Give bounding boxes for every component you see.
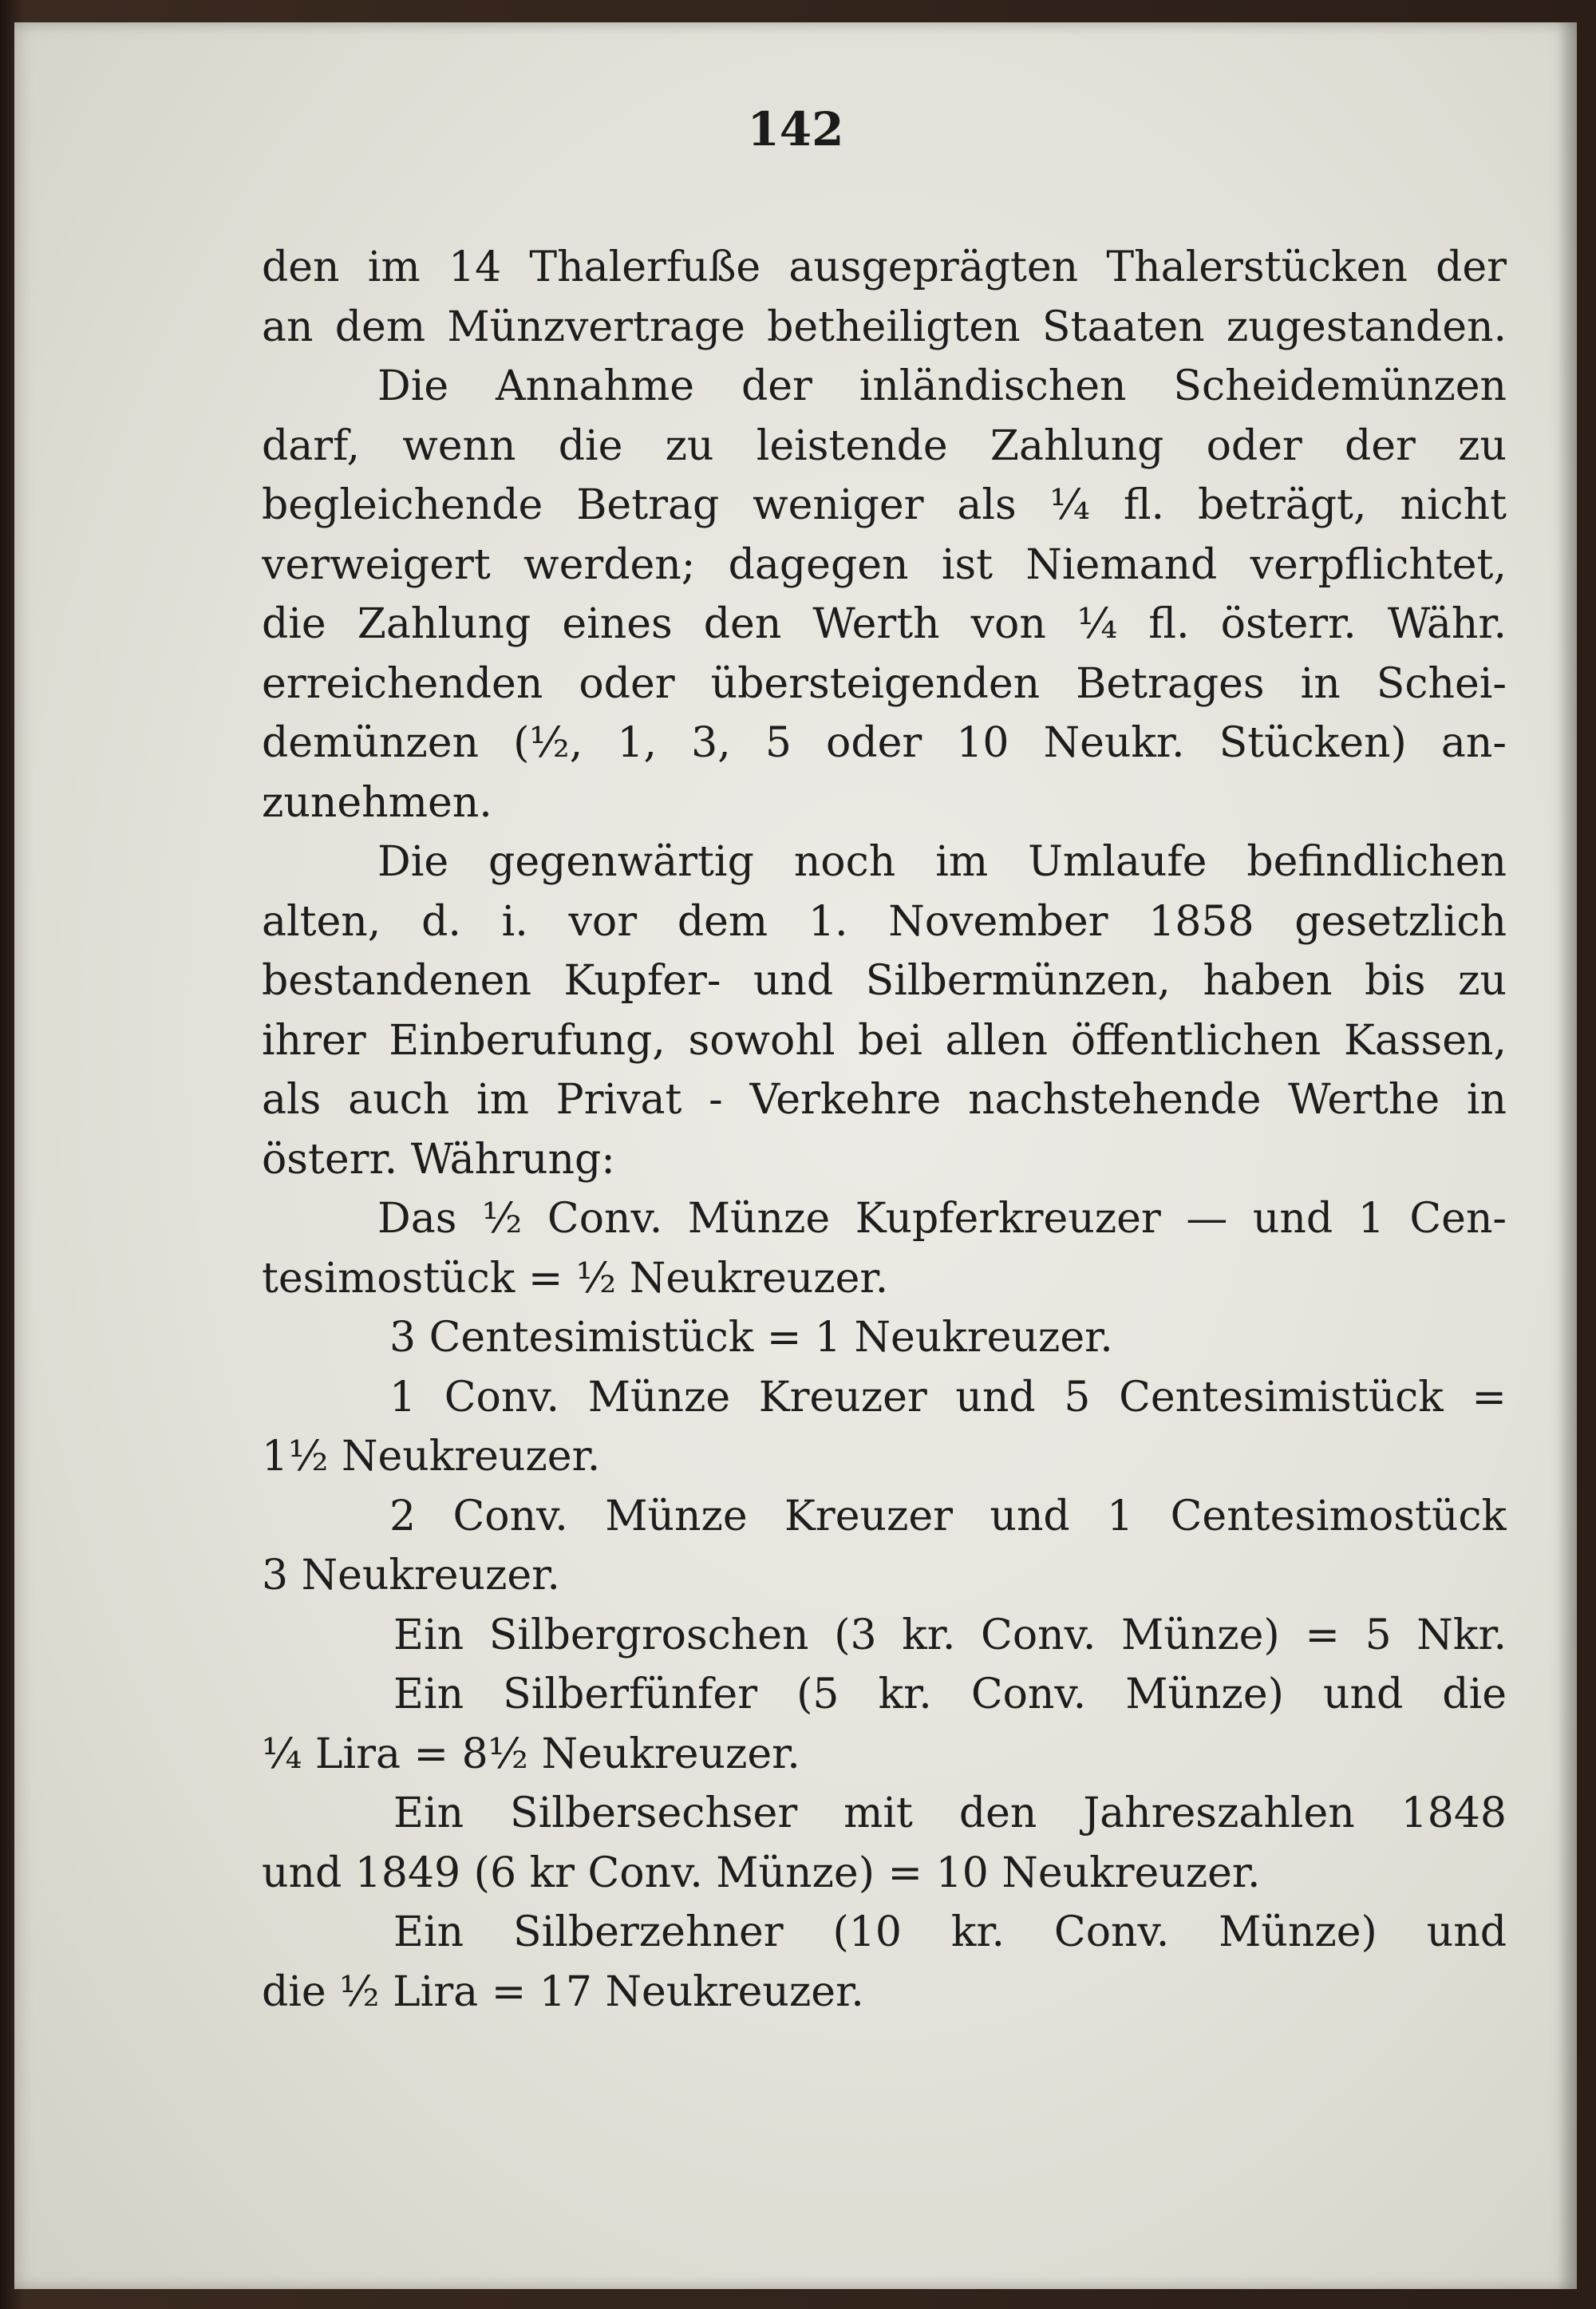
text-line: die ½ Lira = 17 Neukreuzer. [262,1967,864,2016]
text-line: ¼ Lira = 8½ Neukreuzer. [262,1730,800,1778]
text-line: Ein Silbergroschen (3 kr. Conv. Münze) = 5 Nkr. [393,1611,1507,1659]
text-line: 1 Conv. Münze Kreuzer und 5 Centesimistück = [389,1373,1507,1421]
text-line: Ein Silbersechser mit den Jahreszahlen 1848 [393,1789,1507,1837]
text-line: 3 Neukreuzer. [262,1552,560,1599]
text-line: zunehmen. [262,778,492,827]
text-line: Die gegenwärtig noch im Umlaufe befindlichen [377,838,1507,886]
text-line: an dem Münzvertrage betheiligten Staaten zugestanden. [262,302,1507,351]
text-line: und 1849 (6 kr Conv. Münze) = 10 Neukreuzer. [262,1848,1261,1897]
text-line: tesimostück = ½ Neukreuzer. [262,1254,889,1303]
text-line: als auch im Privat - Verkehre nachstehende Werthe in [262,1076,1507,1124]
page-edge-shadow [1558,22,1577,2289]
text-line: 2 Conv. Münze Kreuzer und 1 Centesimostück [389,1492,1507,1540]
text-line: Das ½ Conv. Münze Kupferkreuzer — und 1 Cen- [377,1195,1507,1243]
page-number: 142 [747,102,844,156]
text-line: österr. Währung: [262,1135,615,1184]
text-line: verweigert werden; dagegen ist Niemand verpflichtet, [262,540,1507,589]
text-line: ihrer Einberufung, sowohl bei allen öffentlichen Kassen, [262,1016,1507,1065]
text-line: begleichende Betrag weniger als ¼ fl. beträgt, nicht [262,481,1507,529]
text-line: bestandenen Kupfer- und Silbermünzen, haben bis zu [262,957,1507,1005]
text-line: Ein Silberzehner (10 kr. Conv. Münze) und [393,1908,1507,1956]
text-line: demünzen (½, 1, 3, 5 oder 10 Neukr. Stücken) an- [262,719,1507,767]
text-line: Ein Silberfünfer (5 kr. Conv. Münze) und die [393,1670,1507,1718]
text-line: 3 Centesimistück = 1 Neukreuzer. [389,1314,1113,1362]
text-line: alten, d. i. vor dem 1. November 1858 gesetzlich [262,897,1507,946]
text-line: die Zahlung eines den Werth von ¼ fl. österr. Währ. [262,600,1507,648]
text-line: den im 14 Thalerfuße ausgeprägten Thalerstücken der [262,243,1507,291]
text-line: darf, wenn die zu leistende Zahlung oder der zu [262,421,1507,470]
book-page [14,22,1577,2289]
body-text [262,238,1507,2022]
text-line: Die Annahme der inländischen Scheidemünzen [377,362,1507,410]
text-line: 1½ Neukreuzer. [262,1433,601,1481]
text-line: erreichenden oder übersteigenden Betrages in Schei- [262,659,1507,708]
